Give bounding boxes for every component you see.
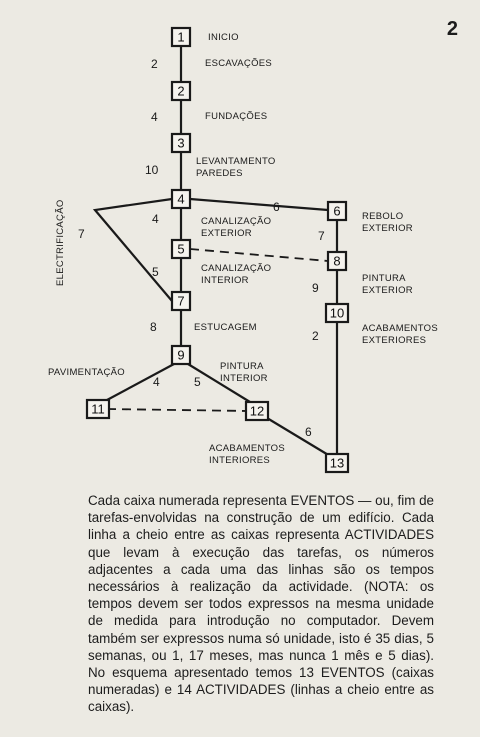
duration-levantamento: 10 (145, 163, 159, 177)
duration-pintura-ext: 9 (312, 281, 319, 295)
svg-text:13: 13 (329, 455, 345, 471)
event-node-10 (326, 304, 348, 322)
event-node-5 (172, 240, 190, 258)
svg-text:10: 10 (329, 305, 345, 321)
event-node-2 (172, 82, 190, 100)
event-node-8 (328, 252, 346, 270)
duration-acab-ext: 2 (312, 329, 319, 343)
label-reboco-1: REBOLO (362, 211, 404, 222)
duration-pavimentacao: 4 (153, 375, 160, 389)
event-node-13 (326, 454, 348, 472)
label-estucagem: ESTUCAGEM (194, 322, 257, 333)
label-pavimentacao: PAVIMENTAÇÃO (48, 367, 125, 378)
label-canal-int-1: CANALIZAÇÃO (201, 263, 272, 274)
svg-text:4: 4 (177, 191, 185, 207)
label-pintura-int-2: INTERIOR (220, 373, 268, 384)
svg-text:1: 1 (177, 29, 185, 45)
event-node-4 (172, 190, 190, 208)
svg-text:9: 9 (177, 347, 185, 363)
label-electrificacao: ELECTRIFICAÇÃO (55, 199, 66, 286)
label-escavacoes: ESCAVAÇÕES (205, 58, 273, 69)
label-canal-ext-2: EXTERIOR (201, 228, 252, 239)
duration-canal-int: 5 (152, 265, 159, 279)
label-fundacoes: FUNDAÇÕES (205, 111, 268, 122)
label-pintura-ext-1: PINTURA (362, 273, 406, 284)
label-pintura-ext-2: EXTERIOR (362, 285, 413, 296)
svg-text:7: 7 (177, 293, 185, 309)
label-inicio: INICIO (208, 32, 239, 43)
svg-text:11: 11 (91, 401, 105, 417)
edge-4-6 (190, 199, 328, 210)
duration-pintura-int: 5 (194, 375, 201, 389)
event-node-12 (246, 402, 268, 420)
duration-reboco-to-pintura: 7 (318, 229, 325, 243)
label-acab-int-1: ACABAMENTOS (209, 443, 285, 454)
label-canal-ext-1: CANALIZAÇÃO (201, 216, 272, 227)
label-acab-ext-2: EXTERIORES (362, 335, 427, 346)
duration-escavacoes: 2 (151, 57, 158, 71)
svg-text:5: 5 (177, 241, 185, 257)
label-pintura-int-1: PINTURA (220, 361, 264, 372)
event-node-6 (328, 202, 346, 220)
duration-estucagem: 8 (150, 320, 157, 334)
svg-text:2: 2 (177, 83, 185, 99)
dummy-5-8 (190, 249, 328, 261)
duration-reboco: 6 (273, 200, 280, 214)
duration-fundacoes: 4 (151, 110, 158, 124)
duration-acab-int: 6 (305, 425, 312, 439)
caption-text: Cada caixa numerada representa EVENTOS — ou, fim de tarefas-envolvidas na construção de um edifício. Cada linha a cheio entre as caixas representa ACTIVIDADES que levam à execução das tarefas, os números adjacentes a cada uma das linhas são os tempos necessários à realização da actividade. (NOTA: os tempos devem ser todos expressos na mesma unidade de medida para introdução no computador. Devem também ser expressos numa só unidade, isto é 35 dias, 5 semanas, ou 1, 17 meses, mas nunca 1 mês e 5 dias). No esquema apresentado temos 13 EVENTOS (caixas numeradas) e 14 ACTIVIDADES (linhas a cheio entre as caixas). (88, 493, 434, 715)
svg-text:8: 8 (333, 253, 341, 269)
label-reboco-2: EXTERIOR (362, 223, 413, 234)
svg-text:12: 12 (249, 403, 265, 419)
label-levantamento-2: PAREDES (196, 168, 243, 179)
page-number: 2 (446, 18, 458, 40)
event-node-3 (172, 134, 190, 152)
label-canal-int-2: INTERIOR (201, 275, 249, 286)
label-acab-ext-1: ACABAMENTOS (362, 323, 438, 334)
duration-electrificacao: 7 (78, 227, 85, 241)
edge-4-7-electrificacao (95, 199, 172, 301)
event-node-7 (172, 292, 190, 310)
label-acab-int-2: INTERIORES (209, 455, 271, 466)
event-node-11 (87, 400, 109, 418)
event-node-9 (172, 346, 190, 364)
svg-text:6: 6 (333, 203, 341, 219)
svg-text:3: 3 (177, 135, 185, 151)
dummy-11-12 (107, 409, 248, 411)
label-levantamento-1: LEVANTAMENTO (196, 156, 276, 167)
event-node-1 (172, 28, 190, 46)
duration-canal-ext: 4 (152, 212, 159, 226)
